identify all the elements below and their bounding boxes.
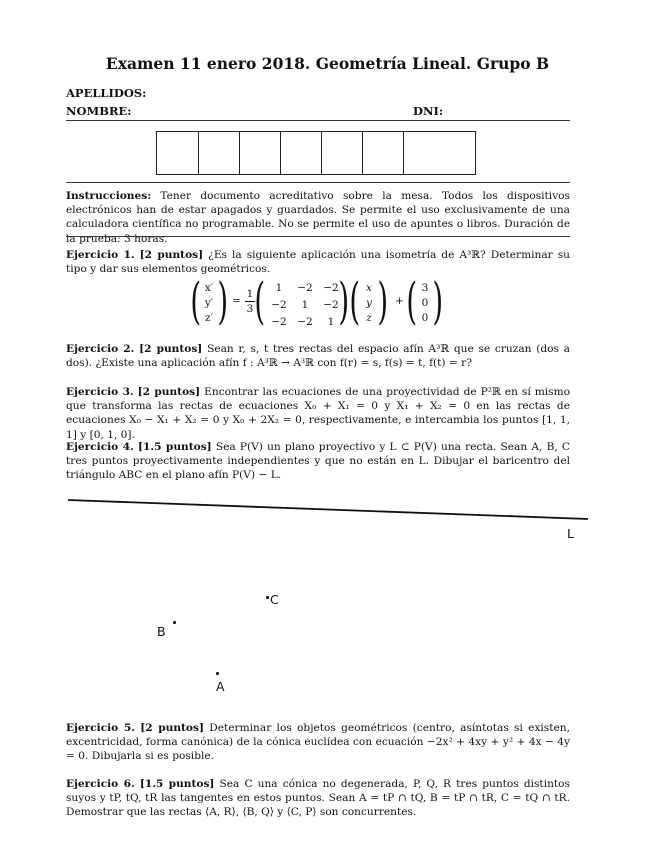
exercise-label: Ejercicio 4. [66, 441, 134, 453]
exercise-label: Ejercicio 2. [66, 343, 135, 355]
lhs-entry: y′ [204, 297, 214, 309]
var-entry: z [366, 312, 372, 324]
matrix-entry: −2 [297, 316, 313, 328]
header-divider [66, 120, 570, 121]
line-l-label: L [567, 526, 574, 541]
exercise-4 [66, 440, 570, 483]
point-b-label: B [157, 624, 166, 639]
right-paren-icon: ) [377, 272, 389, 330]
left-paren-icon: ( [254, 272, 266, 330]
dni-cell-divider [403, 132, 404, 174]
matrix-entry: 1 [275, 282, 283, 294]
right-paren-icon: ) [217, 272, 229, 330]
point-a-label: A [216, 679, 225, 694]
translation-entry: 3 [421, 282, 429, 294]
right-paren-icon: ) [432, 272, 444, 330]
rotation-matrix [266, 280, 344, 331]
exercise-5 [66, 721, 570, 764]
exercise-3 [66, 385, 570, 442]
exercise-text: Determinar los objetos geométricos (centro, asíntotas si existen, excentricidad, forma canónica) de la cónica euclídea con ecuación −2x² + 4xy + y² + 4x − 4y = 0. Dibujarla si es posible. [66, 722, 570, 763]
matrix-entry: 1 [327, 316, 335, 328]
lhs-entry: x′ [204, 282, 214, 294]
instructions-label: Instrucciones: [66, 190, 152, 202]
var-entry: y [366, 297, 372, 309]
exercise-text: Sean r, s, t tres rectas del espacio afín A³ℝ que se cruzan (dos a dos). ¿Existe una aplicación afín f : A³ℝ → A³ℝ con f(r) = s, f(s) = t, f(t) = r? [66, 343, 570, 370]
exercise-label: Ejercicio 1. [66, 249, 135, 261]
point-b-dot [173, 621, 176, 624]
matrix-entry: −2 [271, 299, 287, 311]
page-title: Examen 11 enero 2018. Geometría Lineal. Grupo B [105, 54, 550, 73]
matrix-entry: −2 [271, 316, 287, 328]
exercise-text: Encontrar las ecuaciones de una proyectividad de P²ℝ en sí mismo que transforma las rectas de ecuaciones X₀ + X₁ = 0 y X₁ + X₂ = 0 en las rectas de ecuaciones X₀ − X₁ + X₂ = 0 y X₀ + 2X₂ = 0, respectivamente, e intercambia los puntos [1, 1, 1] y [0, 1, 0]. [66, 386, 571, 441]
fraction-numerator: 1 [246, 288, 254, 300]
equals-sign: = [232, 295, 241, 307]
point-c-label: C [270, 592, 279, 607]
exercise-text: Sea C una cónica no degenerada, P, Q, R tres puntos distintos suyos y tP, tQ, tR las tangentes en estos puntos. Sean A = tP ∩ tQ, B = tP ∩ tR, C = tQ ∩ tR. Demostrar que las rectas ⟨A, R⟩, ⟨B, Q⟩ y ⟨C, P⟩ son concurrentes. [66, 778, 570, 819]
fraction-denominator: 3 [246, 303, 254, 315]
exercise-label: Ejercicio 5. [66, 722, 135, 734]
right-paren-icon: ) [338, 272, 350, 330]
dni-label: DNI: [413, 104, 444, 118]
exercise-1 [66, 248, 570, 276]
line-l-figure [0, 490, 655, 530]
grid-divider [66, 182, 570, 183]
translation-entry: 0 [421, 312, 429, 324]
exercise-text: Sea P(V) un plano proyectivo y L ⊂ P(V) una recta. Sean A, B, C tres puntos proyectivamente independientes y que no están en L. Dibujar el baricentro del triángulo ABC en el plano afín P(V) − L. [66, 441, 570, 482]
left-paren-icon: ( [190, 272, 202, 330]
left-paren-icon: ( [406, 272, 418, 330]
nombre-label: NOMBRE: [66, 104, 132, 118]
exercise-6 [66, 777, 570, 820]
exercise-points: [2 puntos] [139, 249, 204, 261]
point-c-dot [266, 596, 269, 599]
exercise-points: [1.5 puntos] [138, 441, 212, 453]
dni-cell-divider [362, 132, 363, 174]
point-a-dot [216, 672, 219, 675]
instructions [66, 189, 570, 246]
exercise-points: [2 puntos] [137, 386, 201, 398]
matrix-entry: 1 [301, 299, 309, 311]
matrix-entry: −2 [297, 282, 313, 294]
lhs-entry: z′ [205, 312, 213, 324]
dni-cell-divider [321, 132, 322, 174]
matrix-equation [190, 272, 450, 330]
exercise-points: [2 puntos] [139, 343, 203, 355]
exercise-label: Ejercicio 3. [66, 386, 134, 398]
matrix-entry: −2 [323, 282, 339, 294]
exercise-points: [2 puntos] [140, 722, 204, 734]
instructions-divider [66, 236, 570, 237]
var-entry: x [366, 282, 372, 294]
instructions-text: Tener documento acreditativo sobre la mesa. Todos los dispositivos electrónicos han de estar apagados y guardados. Se permite el uso exclusivamente de una calculadora científica no programable. No se permite el uso de apuntes o libros. Duración de la prueba: 3 horas. [66, 190, 570, 245]
left-paren-icon: ( [349, 272, 361, 330]
dni-cell-divider [280, 132, 281, 174]
line-l [68, 500, 588, 519]
dni-cell-divider [239, 132, 240, 174]
translation-entry: 0 [421, 297, 429, 309]
dni-cell-divider [198, 132, 199, 174]
exercise-text: ¿Es la siguiente aplicación una isometría de A³ℝ? Determinar su tipo y dar sus elementos geométricos. [66, 249, 571, 276]
plus-sign: + [395, 295, 404, 307]
matrix-entry: −2 [323, 299, 339, 311]
exercise-label: Ejercicio 6. [66, 778, 135, 790]
exercise-2 [66, 342, 570, 370]
dni-grid[interactable] [156, 131, 476, 175]
apellidos-label: APELLIDOS: [66, 86, 147, 100]
exercise-points: [1.5 puntos] [139, 778, 215, 790]
